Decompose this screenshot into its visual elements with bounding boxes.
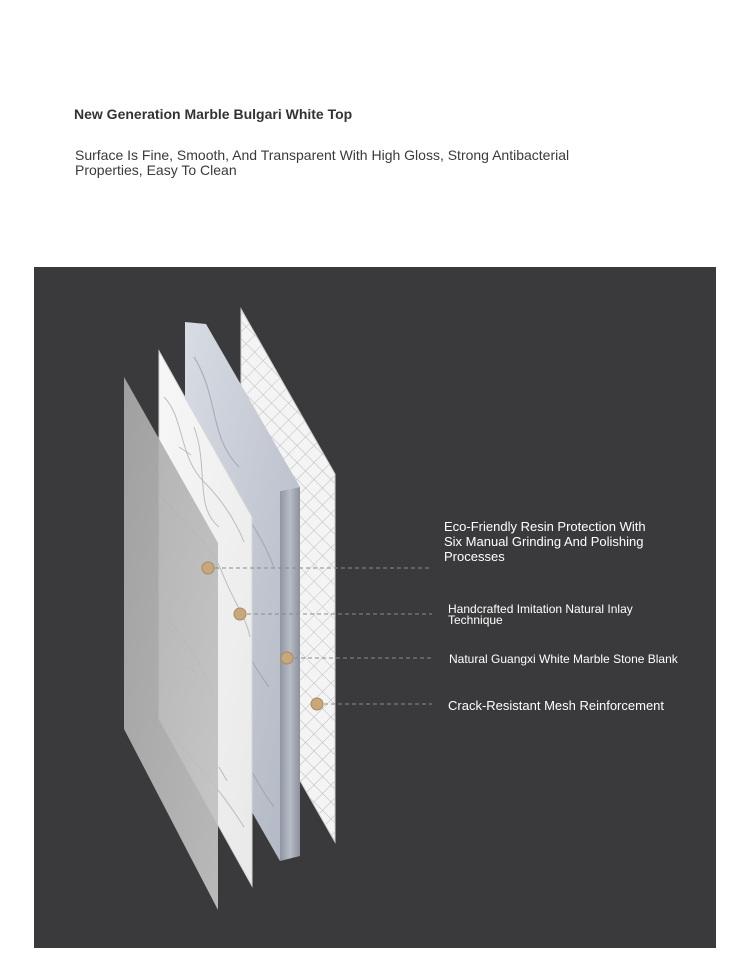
label-resin-protection: Eco-Friendly Resin Protection With Six Manual Grinding And Polishing Processes — [444, 519, 646, 564]
label-mesh-reinforcement: Crack-Resistant Mesh Reinforcement — [448, 698, 665, 713]
marker-inlay-layer — [234, 608, 246, 620]
page-subtitle: Surface Is Fine, Smooth, And Transparent With High Gloss, Strong Antibacterial Properties, Easy To Clean — [75, 147, 570, 178]
marker-stone-layer — [281, 652, 293, 664]
label-inlay-technique: Handcrafted Imitation Natural Inlay Technique — [448, 602, 633, 627]
label-marble-stone-blank: Natural Guangxi White Marble Stone Blank — [449, 652, 678, 666]
layer-diagram-panel — [34, 267, 716, 948]
marker-mesh-layer — [311, 698, 323, 710]
stone-blank-edge — [280, 487, 300, 861]
page-title: New Generation Marble Bulgari White Top — [74, 106, 353, 122]
marker-resin-layer — [202, 562, 214, 574]
